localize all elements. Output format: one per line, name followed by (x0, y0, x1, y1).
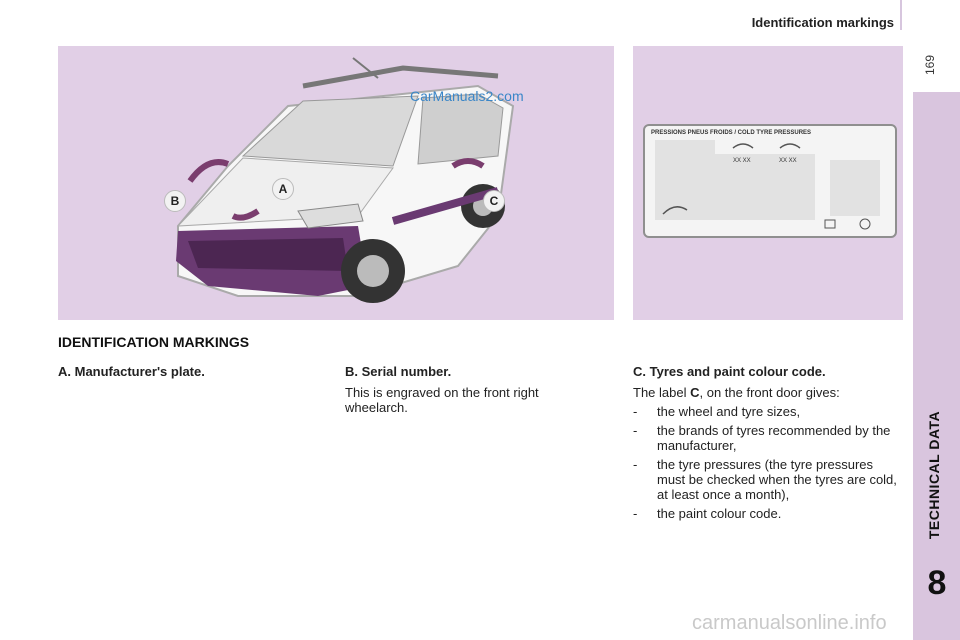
rear-pressure-value: XX XX (779, 158, 797, 164)
page-number: 169 (923, 54, 937, 76)
chapter-number: 8 (927, 564, 947, 602)
heading-tyres-paint-code: C. Tyres and paint colour code. (633, 364, 826, 379)
column-b (345, 364, 595, 419)
chapter-side-tab (913, 92, 960, 640)
list-item: - the paint colour code. (633, 506, 898, 521)
list-item: - the tyre pressures (the tyre pressures must be checked when the tyres are cold, at least once a month), (633, 457, 898, 502)
heading-manufacturers-plate: A. Manufacturer's plate. (58, 364, 205, 379)
list-item: - the wheel and tyre sizes, (633, 404, 898, 419)
car-illustration (58, 46, 614, 320)
header-divider (900, 0, 902, 30)
column-a (58, 364, 318, 385)
intro-label-ref: C (690, 385, 700, 400)
callout-b: B (164, 190, 186, 212)
tyre-label-panel (633, 46, 903, 320)
serial-number-text: This is engraved on the front right wheelarch. (345, 385, 539, 415)
page-header-title: Identification markings (751, 15, 894, 30)
tyre-pressure-label (643, 124, 897, 238)
heading-serial-number: B. Serial number. (345, 364, 452, 379)
tyre-label-graphic (645, 126, 891, 232)
callout-a: A (272, 178, 294, 200)
tyre-label-title: PRESSIONS PNEUS FROIDS / COLD TYRE PRESSURES (651, 130, 812, 136)
intro-prefix: The label (633, 385, 691, 400)
section-title: IDENTIFICATION MARKINGS (58, 334, 250, 350)
front-pressure-value: XX XX (733, 158, 751, 164)
list-item: - the brands of tyres recommended by the manufacturer, (633, 423, 898, 453)
label-contents-list (633, 404, 898, 521)
chapter-label: TECHNICAL DATA (926, 410, 942, 540)
callout-c: C (483, 190, 505, 212)
label-intro (633, 385, 898, 400)
column-c (633, 364, 898, 525)
intro-suffix: , on the front door gives: (699, 385, 840, 400)
site-watermark: CarManuals2.com (410, 88, 524, 104)
car-illustration-panel (58, 46, 614, 320)
footer-watermark: carmanualsonline.info (692, 612, 887, 634)
